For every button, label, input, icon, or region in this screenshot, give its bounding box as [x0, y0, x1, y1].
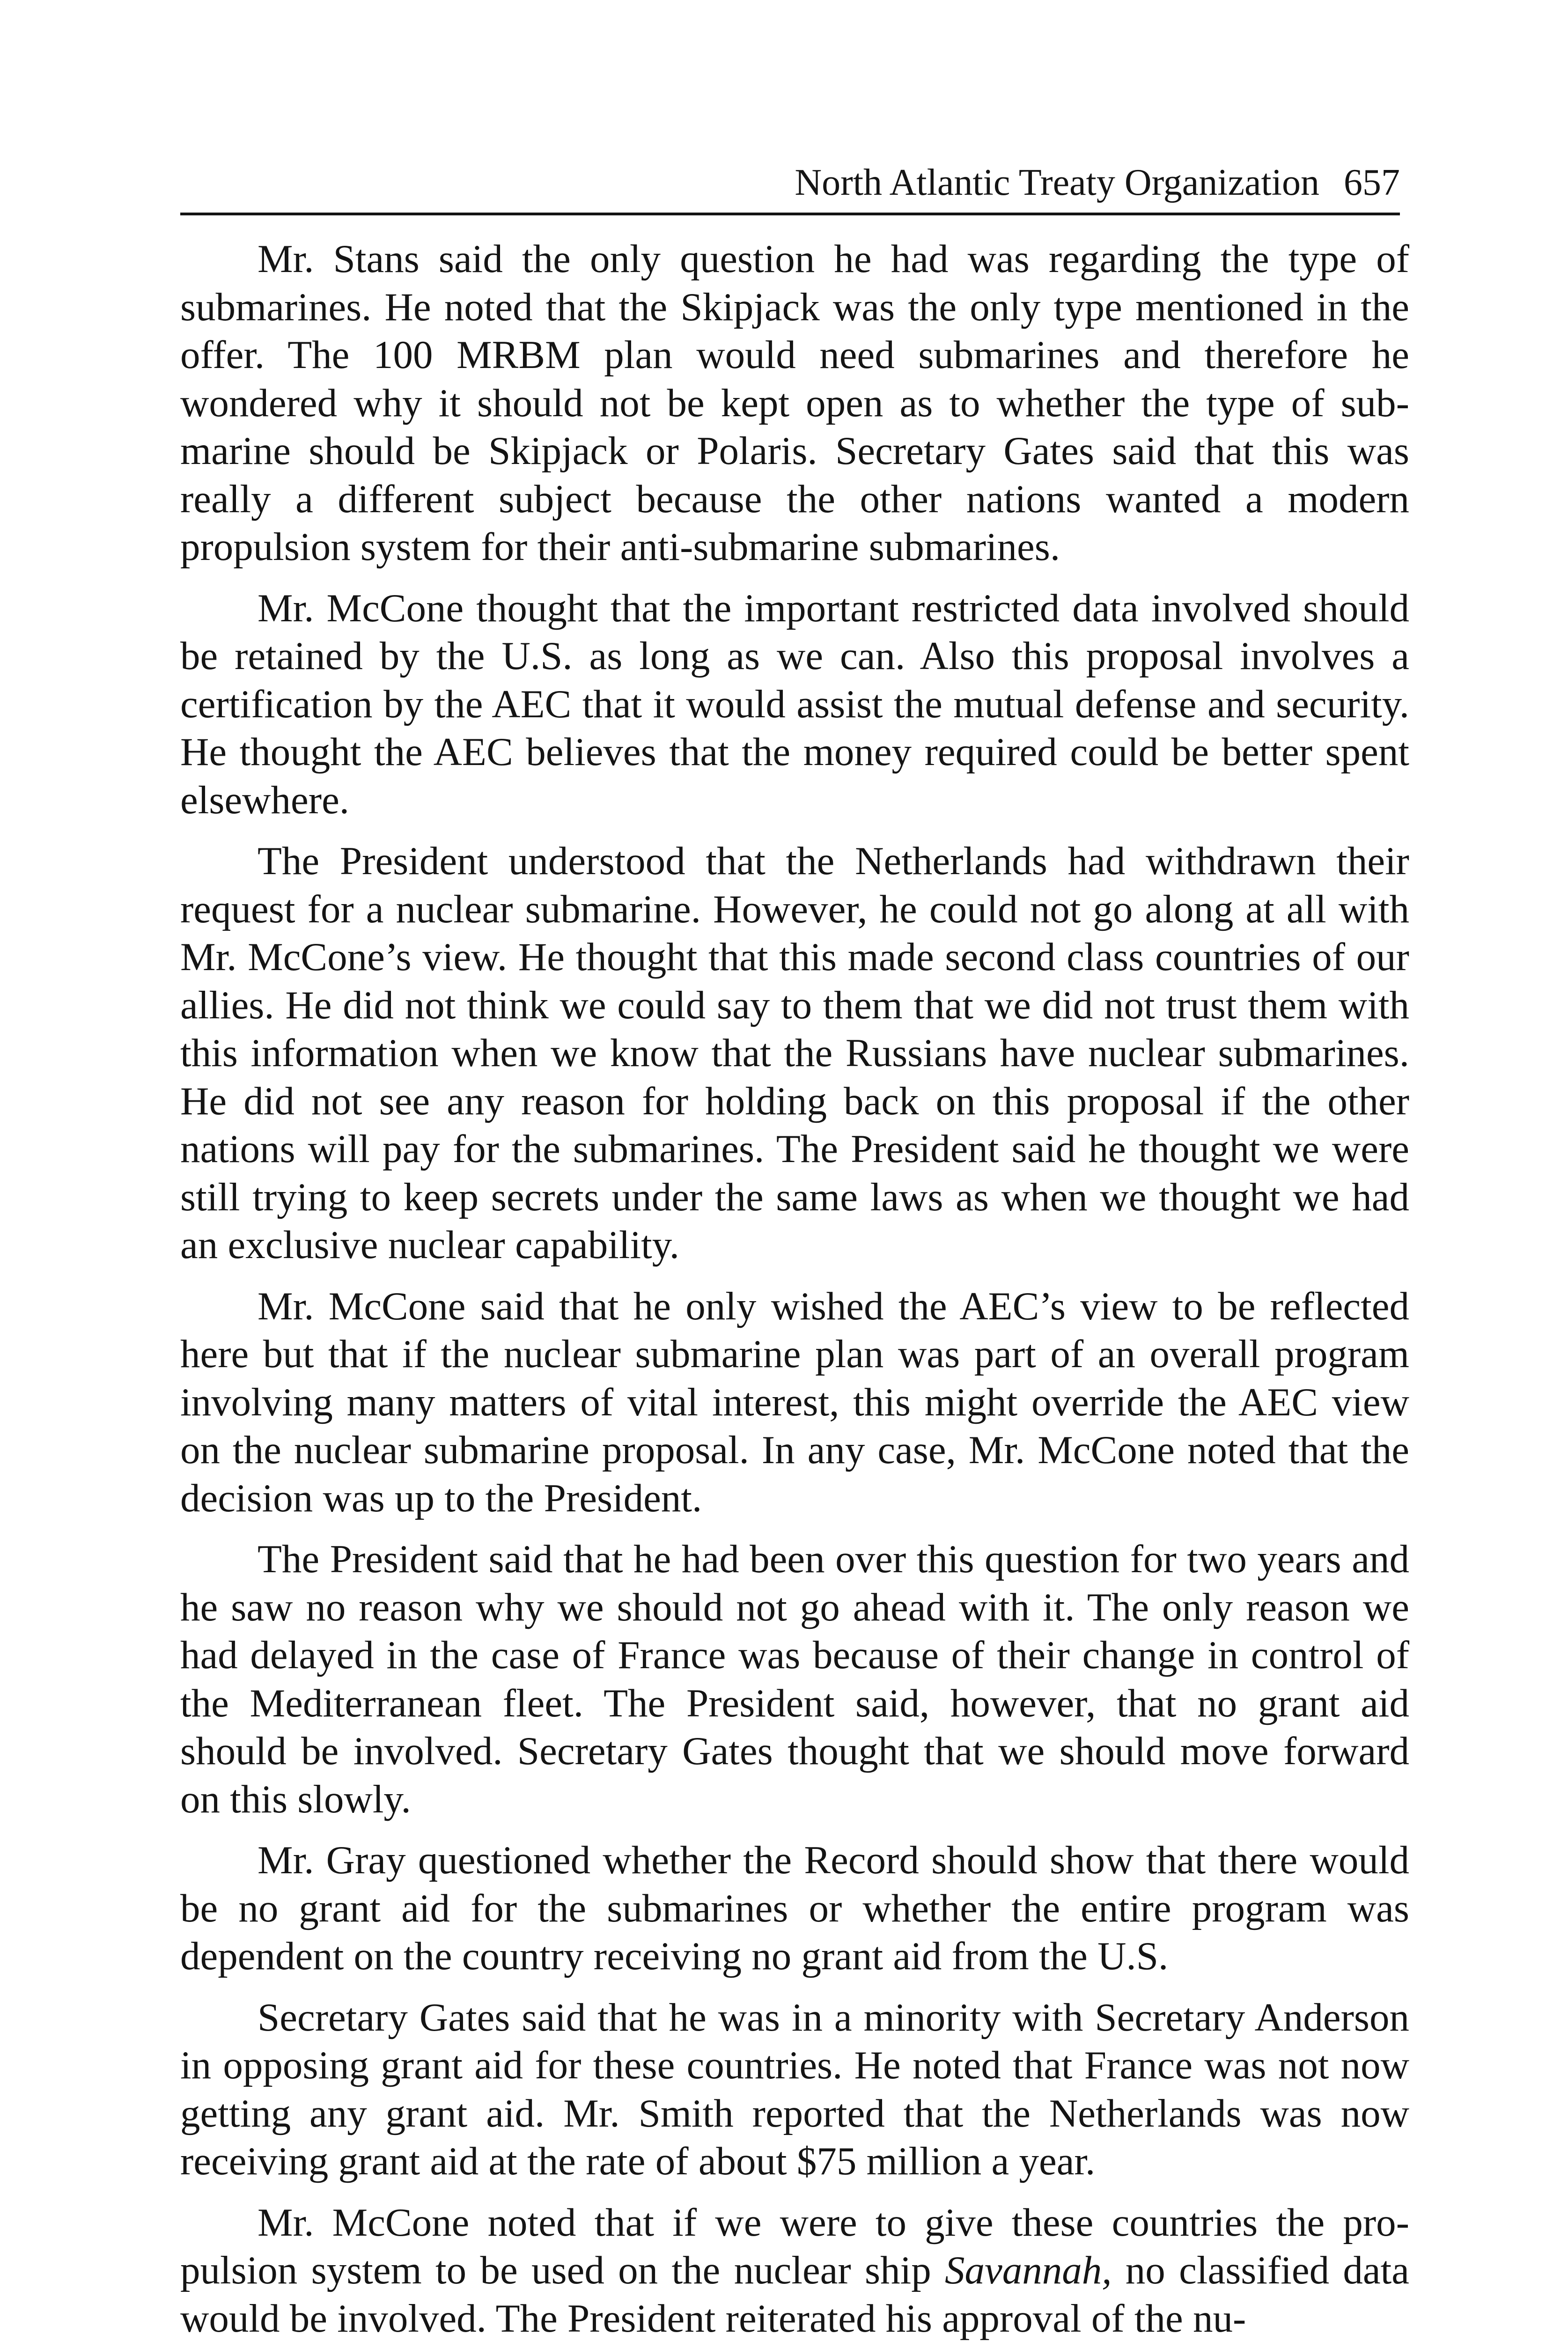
body-text [180, 235, 1409, 2341]
section-title: North Atlantic Treaty Organization [795, 162, 1319, 203]
paragraph-8 [180, 2199, 1409, 2341]
paragraph-8-text-end: no classified data would be involved. The President reiterated his approval of the nu- [180, 2248, 1409, 2341]
paragraph-3: The President understood that the Netherlands had withdrawn their request for a nuclear submarine. However, he could not go along at all with Mr. McCone’s view. He thought that this made second class countries of our allies. He did not think we could say to them that we did not trust them with this information when we know that the Russians have nuclear submarines. He did not see any reason for holding back on this proposal if the other nations will pay for the submarines. The President said he thought we were still trying to keep secrets under the same laws as when we thought we had an exclusive nuclear capability. [180, 839, 1409, 1267]
page-number: 657 [1344, 162, 1400, 203]
document-page [180, 159, 1409, 2341]
ship-name-italic: Savannah, [945, 2248, 1112, 2292]
paragraph-1: Mr. Stans said the only question he had was regarding the type of submarines. He noted that the Skipjack was the only type mentioned in the offer. The 100 MRBM plan would need submarines and therefore he wondered why it should not be kept open as to whether the type of submarine should be Skipjack or Polaris. Secretary Gates said that this was really a different subject because the other nations wanted a modern propulsion system for their anti-submarine submarines. [180, 237, 1409, 569]
paragraph-4: Mr. McCone said that he only wished the AEC’s view to be reflected here but that if the nuclear submarine plan was part of an overall program involving many matters of vital interest, this might override the AEC view on the nuclear submarine proposal. In any case, Mr. McCone noted that the decision was up to the President. [180, 1284, 1409, 1520]
paragraph-5: The President said that he had been over this question for two years and he saw no reason why we should not go ahead with it. The only reason we had delayed in the case of France was because of their change in control of the Mediterranean fleet. The President said, however, that no grant aid should be involved. Secretary Gates thought that we should move forward on this slowly. [180, 1537, 1409, 1821]
paragraph-2: Mr. McCone thought that the important restricted data involved should be retained by the U.S. as long as we can. Also this proposal involves a certification by the AEC that it would assist the mutual defense and security. He thought the AEC believes that the money required could be better spent elsewhere. [180, 586, 1409, 822]
paragraph-6: Mr. Gray questioned whether the Record should show that there would be no grant aid for the submarines or whether the entire program was dependent on the country receiving no grant aid from the U.S. [180, 1838, 1409, 1978]
paragraph-8-text-start: Mr. McCone noted that if we were to give these countries the propulsion system to be used on the nuclear ship [180, 2200, 1409, 2292]
running-header [180, 159, 1400, 215]
paragraph-7: Secretary Gates said that he was in a minority with Secretary Anderson in opposing grant aid for these countries. He noted that France was not now getting any grant aid. Mr. Smith reported that the Netherlands was now receiving grant aid at the rate of about $75 million a year. [180, 1995, 1409, 2183]
